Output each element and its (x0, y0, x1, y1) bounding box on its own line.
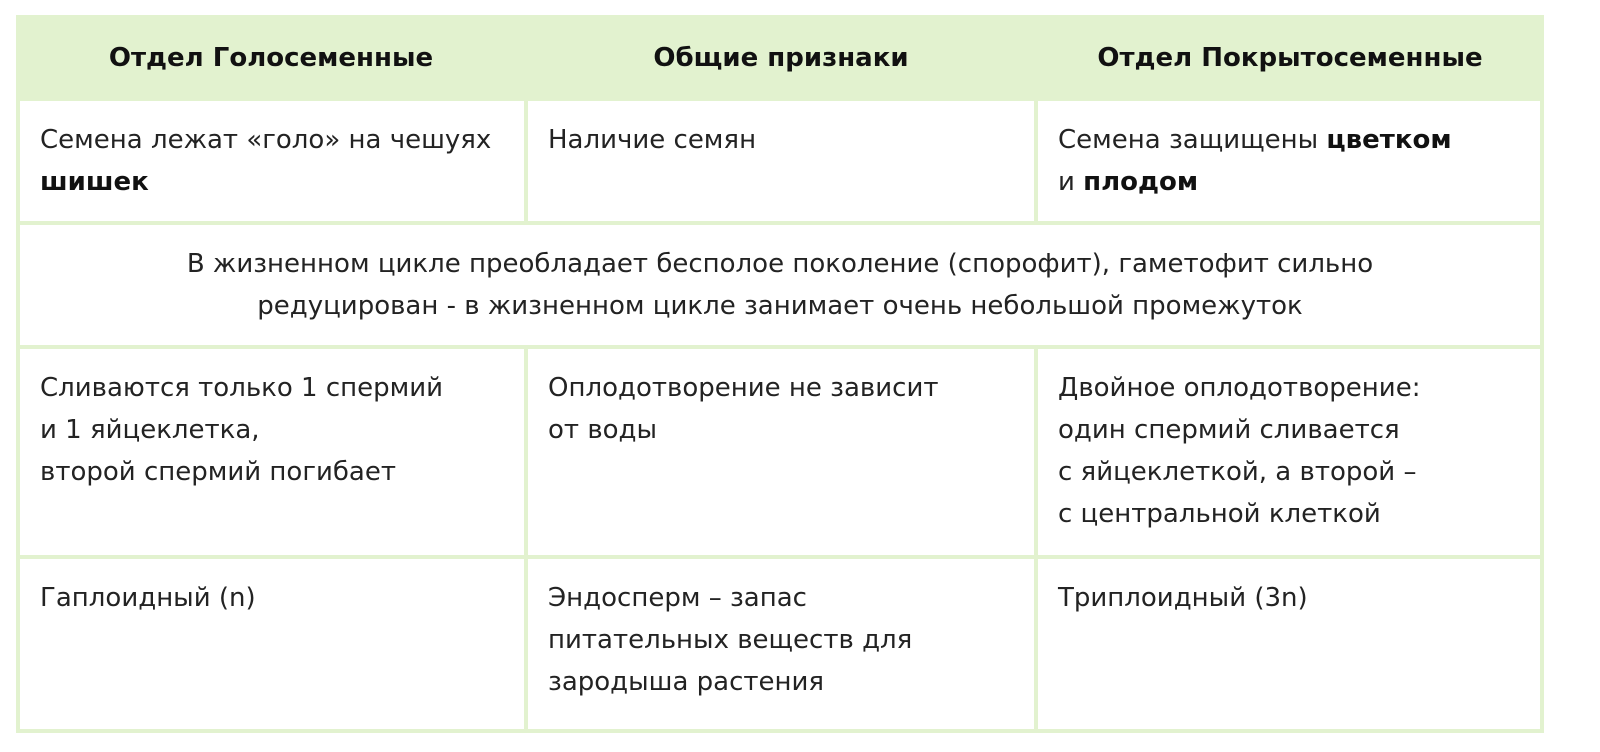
cell-angio-endosperm (1038, 559, 1540, 729)
cell-text: с яйцеклеткой, а второй – (1058, 457, 1417, 487)
cell-text-bold: плодом (1083, 167, 1199, 197)
cell-text: редуцирован - в жизненном цикле занимает очень небольшой промежуток (257, 291, 1303, 321)
cell-text: Наличие семян (548, 125, 757, 155)
cell-text: Двойное оплодотворение: (1058, 373, 1421, 403)
cell-text: от воды (548, 415, 658, 445)
header-angiosperms: Отдел Покрытосеменные (1097, 43, 1483, 73)
cell-gymno-seeds (20, 101, 524, 221)
cell-text: Триплоидный (3n) (1058, 583, 1308, 613)
cell-text: Гаплоидный (n) (40, 583, 256, 613)
cell-common-fertilization (528, 349, 1034, 555)
cell-angio-seeds (1038, 101, 1540, 221)
cell-text: В жизненном цикле преобладает бесполое поколение (спорофит), гаметофит сильно (186, 249, 1374, 279)
cell-text: с центральной клеткой (1058, 499, 1381, 529)
cell-text: Семена защищены (1058, 125, 1327, 155)
cell-gymno-endosperm (20, 559, 524, 729)
cell-text-bold: шишек (40, 167, 149, 197)
cell-angio-fertilization (1038, 349, 1540, 555)
cell-text: Оплодотворение не зависит (548, 373, 939, 403)
cell-text: Сливаются только 1 спермий (40, 373, 444, 403)
cell-common-endosperm (528, 559, 1034, 729)
cell-life-cycle (20, 225, 1540, 345)
header-common-features: Общие признаки (653, 43, 909, 73)
cell-text: один спермий сливается (1058, 415, 1400, 445)
cell-text-bold: цветком (1326, 125, 1452, 155)
cell-text: питательных веществ для (548, 625, 913, 655)
cell-text: Эндосперм – запас (548, 583, 807, 613)
cell-text: и (1058, 167, 1084, 197)
cell-text: Семена лежат «голо» на чешуях (40, 125, 492, 155)
comparison-table (16, 15, 1544, 733)
header-gymnosperms: Отдел Голосеменные (108, 43, 434, 73)
cell-text: второй спермий погибает (40, 457, 396, 487)
cell-text: зародыша растения (548, 667, 825, 697)
cell-common-seeds (528, 101, 1034, 221)
cell-gymno-fertilization (20, 349, 524, 555)
cell-text: и 1 яйцеклетка, (40, 415, 260, 445)
